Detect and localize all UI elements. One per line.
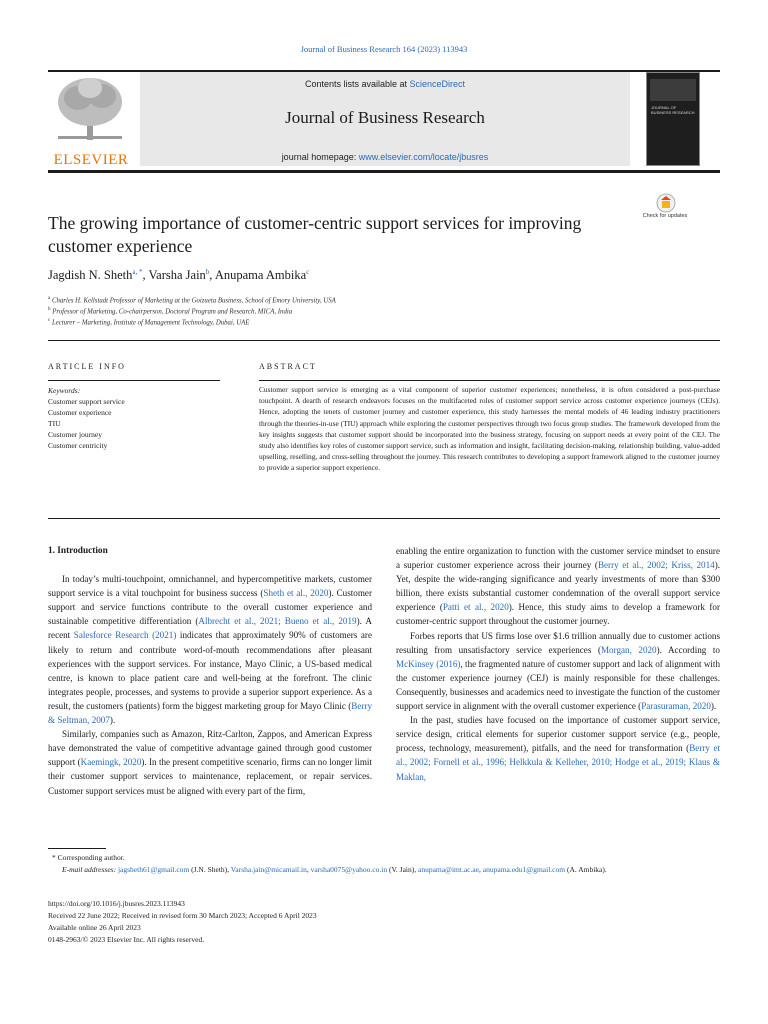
elsevier-tree-icon xyxy=(54,74,126,144)
contents-line: Contents lists available at ScienceDirect xyxy=(304,79,466,89)
citation-link[interactable]: Salesforce Research (2021) xyxy=(73,630,177,641)
keyword-item: Customer journey xyxy=(48,430,102,439)
body-text: indicates that approximately 90% of customers are likely to return and contribute word-of-mouth recommendations after pleasant experiences with the support services. For instance, Mayo Clinic, a US-based medical centre, is known to place patient care and well-being at the forefront. The clinic integrates people, processes, and systems to provide a superior support experience. As a result, the customers (patients) form the biggest marketing group for Mayo Clinic ( xyxy=(48,630,372,711)
citation-link[interactable]: McKinsey (2016) xyxy=(396,658,461,669)
paragraph xyxy=(48,572,372,727)
citation-link[interactable]: Berry & Seltman, 2007 xyxy=(48,700,372,726)
corresponding-author-note: * Corresponding author. xyxy=(52,853,125,862)
sciencedirect-link[interactable]: ScienceDirect xyxy=(409,79,466,89)
masthead xyxy=(48,70,720,168)
author-2[interactable]: Varsha Jain xyxy=(148,268,206,283)
citation-link[interactable]: Sheth et al., 2020 xyxy=(263,588,329,599)
homepage-line: journal homepage: www.elsevier.com/locate/jbusres xyxy=(281,152,489,162)
citation-link[interactable]: anupama.edu1@gmail.com xyxy=(482,865,566,874)
journal-citation[interactable]: Journal of Business Research 164 (2023) 113943 xyxy=(300,44,468,54)
body-column-right xyxy=(396,544,720,784)
author-1-marks[interactable]: a, * xyxy=(132,268,143,276)
keywords-label: Keywords: xyxy=(48,386,81,395)
check-for-updates-label[interactable]: Check for updates xyxy=(642,213,688,219)
abstract-bottom-rule xyxy=(48,518,720,519)
body-text: Similarly, companies such as Amazon, Ritz-Carlton, Zappos, and American Express have demonstrated the value of competitive advantage gained through good customer support ( xyxy=(48,729,372,768)
homepage-link[interactable]: www.elsevier.com/locate/jbusres xyxy=(358,152,489,162)
paragraph xyxy=(396,544,720,629)
body-text: ). A recent xyxy=(48,616,372,641)
article-info-rule xyxy=(48,380,220,381)
citation-link[interactable]: jagsheth61@gmail.com xyxy=(117,865,190,874)
copyright-line: 0148-2963/© 2023 Elsevier Inc. All rights reserved. xyxy=(48,935,205,944)
intro-right-paragraphs xyxy=(396,544,720,784)
body-text: (V. Jain), xyxy=(387,865,418,874)
citation-link[interactable]: Kaemingk, 2020 xyxy=(80,757,142,768)
journal-band xyxy=(140,72,630,166)
masthead-bottom-rule xyxy=(48,170,720,173)
body-text: ). According to xyxy=(656,644,720,655)
body-text: , the fragmented nature of customer support and lack of alignment with the customer experience journey (CEJ) is mainly responsible for these challenges. Consequently, businesses and academics need to investigate the function of the customer support service in alignment with the overall customer experience ( xyxy=(396,658,721,712)
abstract-rule xyxy=(259,380,720,381)
keyword-item: TIU xyxy=(48,419,61,428)
citation-link[interactable]: varsha0075@yahoo.co.in xyxy=(310,865,388,874)
journal-cover-thumbnail[interactable] xyxy=(646,72,700,166)
body-text: , xyxy=(479,865,483,874)
cover-graphic xyxy=(650,79,696,101)
affiliation-a: $^a$ Charles H. Kellstadt Professor of Marketing at the Goizueta Business, School of Emory University, USA xyxy=(48,296,336,305)
citation-link[interactable]: Varsha.jain@micamail.in xyxy=(230,865,307,874)
body-text: (A. Ambika). xyxy=(565,865,607,874)
cover-title: JOURNAL OF BUSINESS RESEARCH xyxy=(651,105,695,115)
keyword-item: Customer experience xyxy=(48,408,112,417)
body-text: ). xyxy=(710,701,717,712)
body-text: , xyxy=(306,865,311,874)
keyword-item: Customer support service xyxy=(48,397,125,406)
body-text: (J.N. Sheth), xyxy=(189,865,231,874)
article-title: The growing importance of customer-centric support services for improving customer experience xyxy=(48,213,582,256)
available-online-date: Available online 26 April 2023 xyxy=(48,923,141,932)
citation-link[interactable]: Parasuraman, 2020 xyxy=(641,701,711,712)
received-dates: Received 22 June 2022; Received in revised form 30 March 2023; Accepted 6 April 2023 xyxy=(48,911,317,920)
keyword-item: Customer centricity xyxy=(48,441,108,450)
section-heading-introduction: 1. Introduction xyxy=(48,546,108,556)
abstract-text: Customer support service is emerging as a vital component of superior customer experiences; nonetheless, it is often considered a post-purchase touchpoint. A dearth of research endeavors focuses on the multifaceted roles of customer support service across customer experience journeys (CEJs). Hence, adopting the tenets of customer journey and customer experience, this study harnesses the mental models of 46 leading industry practitioners through the theories-in-use (TIU) approach while exploring the customer perspectives through two focus group studies. The framework developed from the key insights suggests that customer support should be incorporated into the business strategy, focusing on support needs at every point of the CEJ. The study also identifies key roles of customer support service, such as information and insight, facilitating decision-making, relationship building, value-added upselling, reselling, and cross-selling throughout the journey. This research contributes to developing a support framework aligned to the customer journey to provide a superior support experience. xyxy=(259,385,720,473)
paragraph xyxy=(396,713,720,783)
author-2-marks[interactable]: b xyxy=(205,268,210,276)
journal-name: Journal of Business Research xyxy=(285,108,485,127)
email-list xyxy=(118,865,607,874)
affiliation-c: $^c$ Lecturer – Marketing, Institute of Management Technology, Dubai, UAE xyxy=(48,318,250,327)
intro-left-paragraphs xyxy=(48,572,372,798)
paragraph xyxy=(396,629,720,714)
body-text: In today’s multi-touchpoint, omnichannel, and hypercompetitive markets, customer support service is a vital touchpoint for business success ( xyxy=(48,574,372,599)
body-text: ). Yet, despite the wide-ranging significance and yearly investments of more than $300 billion, there exists substantial customer condemnation of the overall support service experience ( xyxy=(396,560,720,613)
citation-link[interactable]: Albrecht et al., 2021; Bueno et al., 2019 xyxy=(198,616,357,627)
body-column-left xyxy=(48,544,372,798)
affiliation-b: $^b$ Professor of Marketing, Co-chairperson, Doctoral Program and Research, MICA, India xyxy=(48,307,293,316)
body-text: enabling the entire organization to function with the customer service mindset to ensure a superior customer experience across their journey ( xyxy=(396,546,720,571)
article-info-heading: ARTICLE INFO xyxy=(48,362,126,371)
body-text: ). Hence, this study aims to develop a framework for customer-centric support throughout the customer journey. xyxy=(396,602,720,627)
footnote-rule xyxy=(48,848,106,849)
citation-link[interactable]: Patti et al., 2020 xyxy=(442,602,509,613)
body-text: In the past, studies have focused on the importance of customer support service, service design, critical elements for superior customer support service (e.g., people, process, technology, measurement), pitfalls, and the need for transformation ( xyxy=(396,715,720,754)
author-1[interactable]: Jagdish N. Sheth xyxy=(48,268,133,283)
citation-link[interactable]: Berry et al., 2002; Fornell et al., 1996; Helkkula & Kelleher, 2010; Hodge et al., 2019; Klaus & Maklan, xyxy=(396,743,721,782)
body-text: ). xyxy=(109,715,116,726)
author-list: Jagdish N. Sheth$^{a, *}$, Varsha Jain$^b$, Anupama Ambika$^c$ xyxy=(48,268,310,283)
info-top-rule xyxy=(48,340,720,341)
elsevier-logo[interactable] xyxy=(48,74,134,168)
citation-link[interactable]: Berry et al., 2002; Kriss, 2014 xyxy=(597,560,715,571)
citation-link[interactable]: Morgan, 2020 xyxy=(600,644,657,655)
email-addresses: E-mail addresses: jagsheth61@gmail.com (J.N. Sheth), Varsha.jain@micamail.in, varsha0075@yahoo.co.in (V. Jain), anupama@imt.ac.ae, anupama.edu1@gmail.com (A. Ambika). xyxy=(62,865,607,874)
check-for-updates-icon[interactable] xyxy=(648,192,684,228)
elsevier-wordmark: ELSEVIER xyxy=(53,152,129,168)
citation-link[interactable]: anupama@imt.ac.ae xyxy=(417,865,480,874)
body-text: ). Customer support and service functions contribute to the overall customer experience and sustainable competitive differentiation ( xyxy=(48,588,372,627)
body-text: Forbes reports that US firms lose over $1.6 trillion annually due to customer actions resulting from unsatisfactory service experiences ( xyxy=(396,630,720,655)
doi-link[interactable]: https://doi.org/10.1016/j.jbusres.2023.113943 xyxy=(48,899,185,908)
paragraph xyxy=(48,727,372,797)
body-text: ). In the present competitive scenario, firms can no longer limit their customer support services to maintenance, replacement, or repair services. Customer support services must be aligned with every part of the firm, xyxy=(48,757,372,796)
author-3[interactable]: Anupama Ambika xyxy=(214,268,307,283)
author-3-marks[interactable]: c xyxy=(306,268,310,276)
abstract-heading: ABSTRACT xyxy=(259,362,317,371)
